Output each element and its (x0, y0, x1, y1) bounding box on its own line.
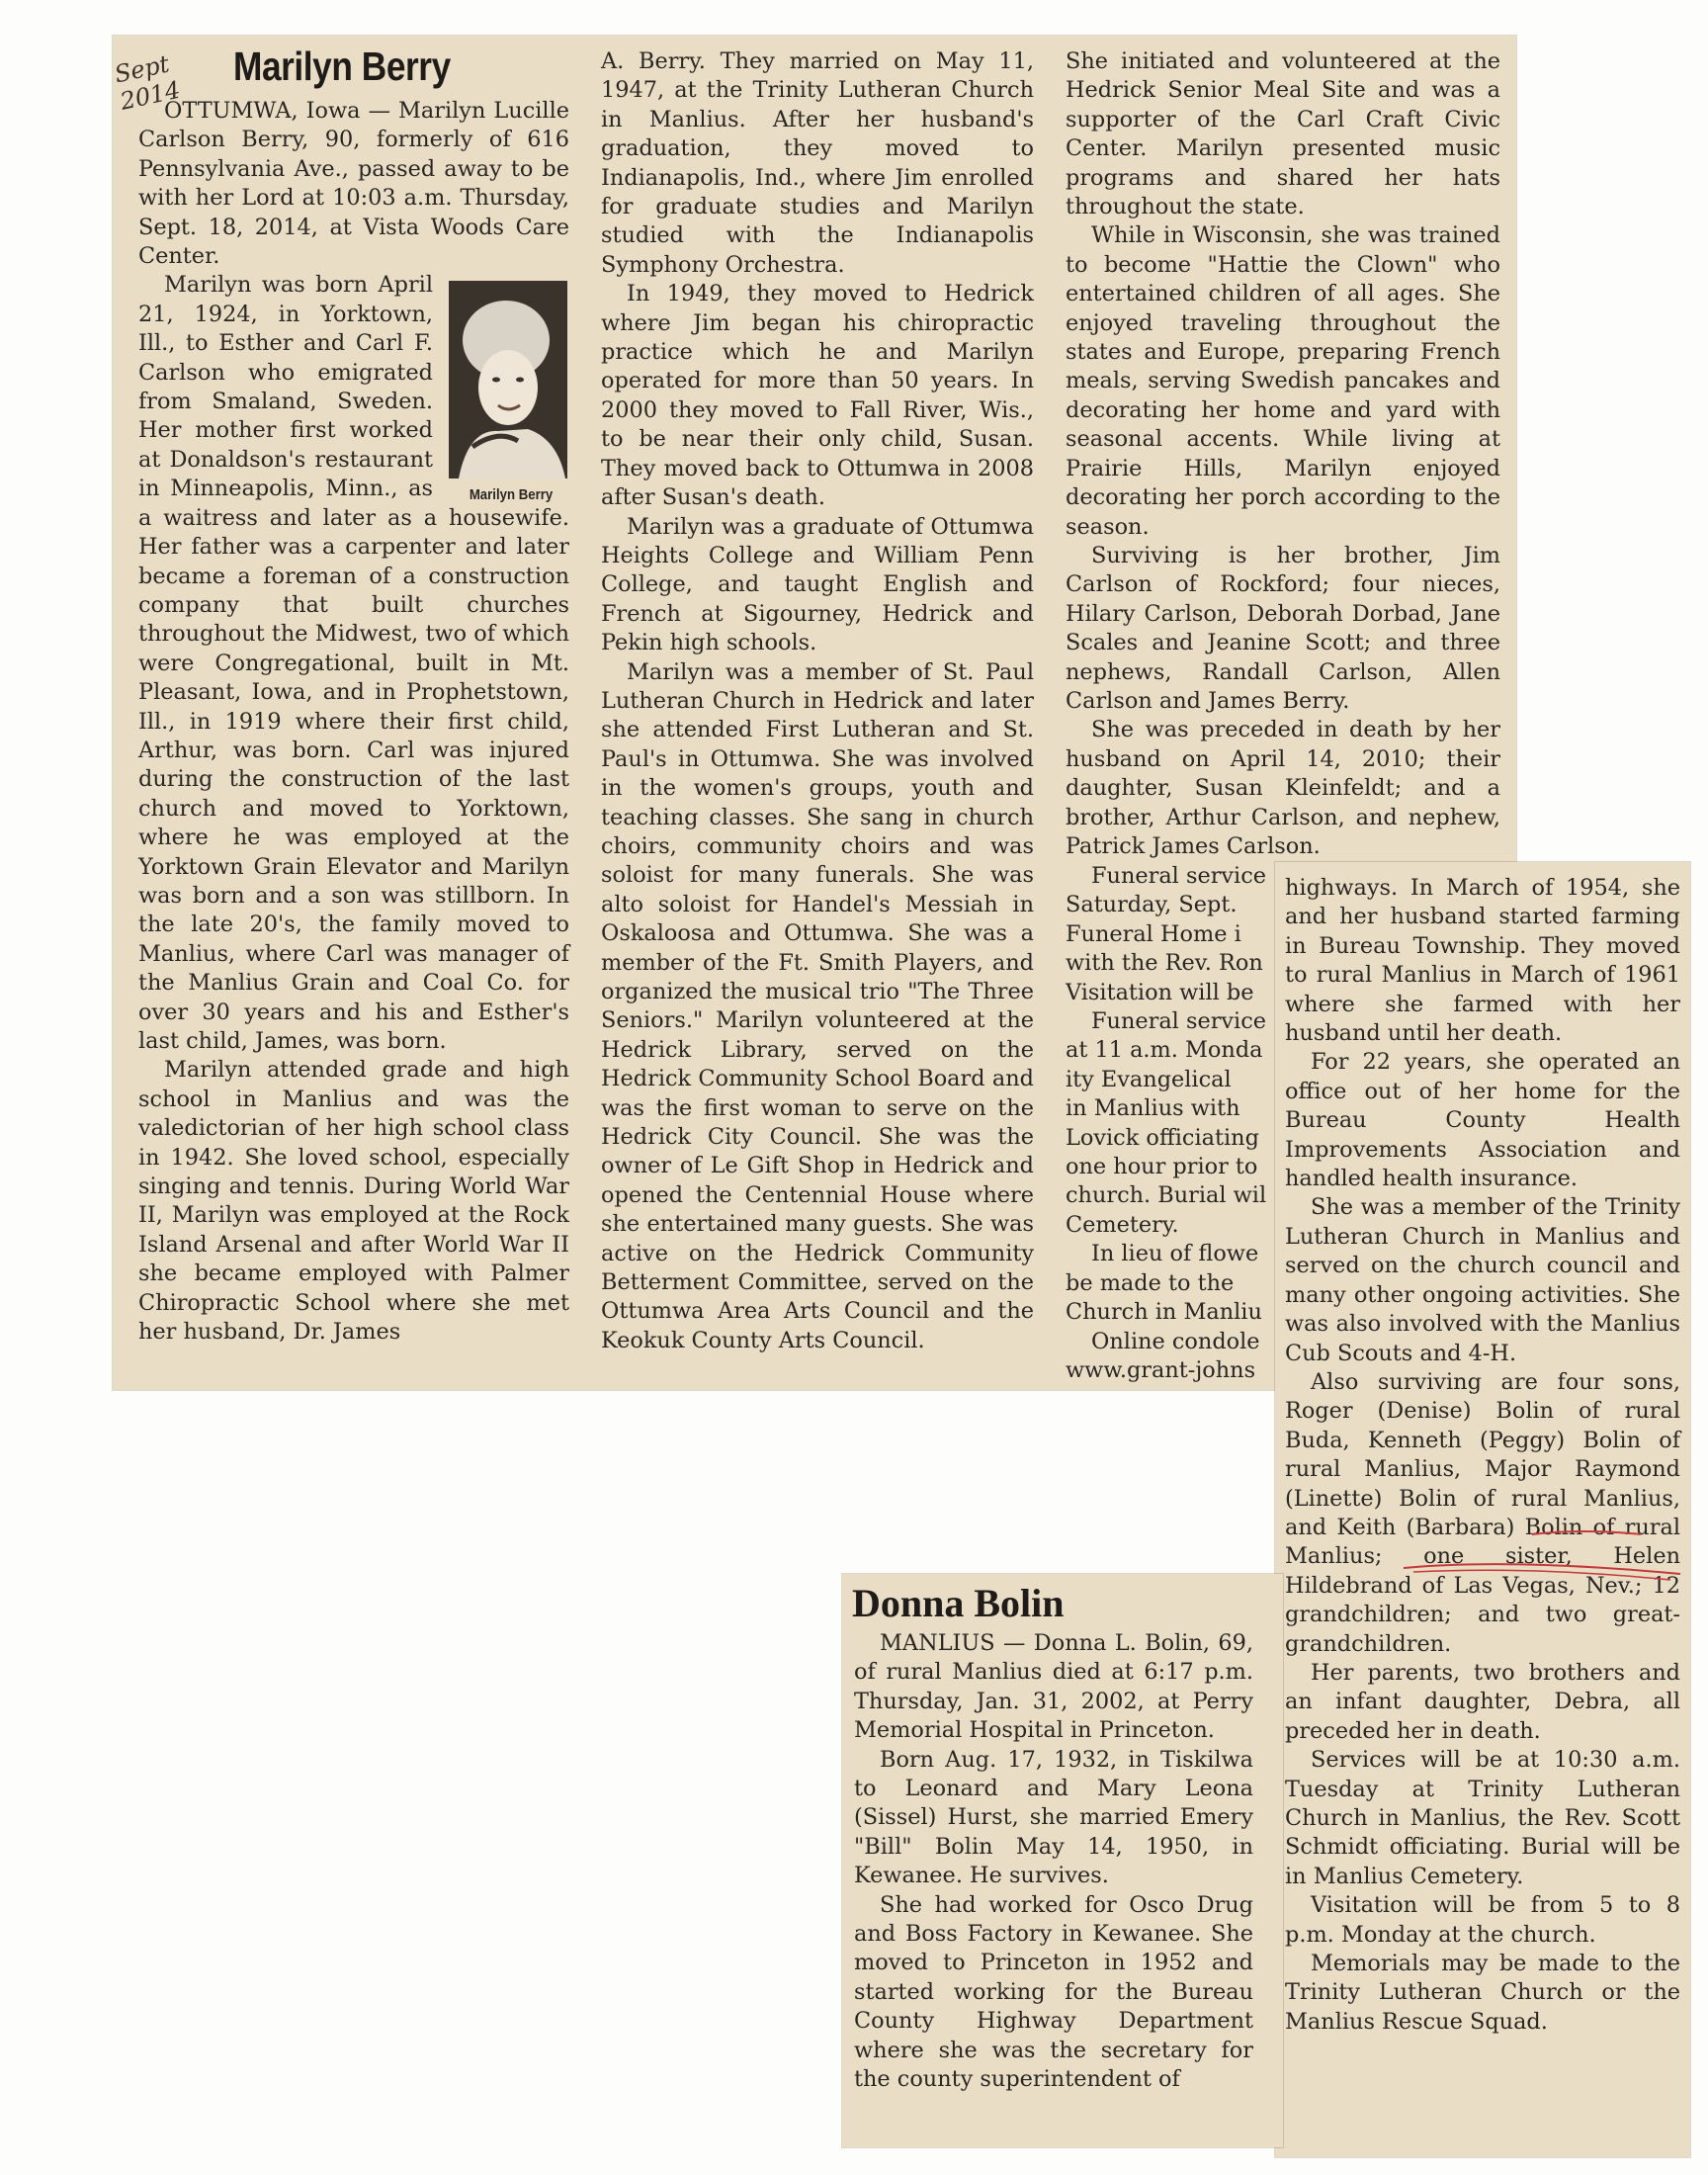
berry-paragraph: Marilyn was born April 21, 1924, in Yorktown, Ill., to Esther and Carl F. Carlson who emigrated from Smaland, Sweden. Her mother first worked at Donaldson's restaurant in Minneapolis, Minn., as a waitress and later as a housewife. Her father was a carpenter and later became a foreman of a construction company that built churches throughout the Midwest, two of which were Congregational, built in Mt. Pleasant, Iowa, and in Prophetstown, Ill., in 1919 where their first child, Arthur, was born. Carl was injured during the construction of the last church and moved to Yorktown, where he was employed at the Yorktown Grain Elevator and Marilyn was born and a son was stillborn. In the late 20's, the family moved to Manlius, where Carl was manager of the Manlius Grain and Coal Co. for over 30 years and his and Esther's last child, James, was born. (138, 272, 569, 1054)
bolin-column-left (854, 1629, 1253, 2095)
bolin-paragraph: MANLIUS — Donna L. Bolin, 69, of rural Manlius died at 6:17 p.m. Thursday, Jan. 31, 2002, at Perry Memorial Hospital in Princeton. (854, 1630, 1253, 1744)
berry-paragraph: Surviving is her brother, Jim Carlson of Rockford; four nieces, Hilary Carlson, Deborah Dorbad, Jane Scales and Jeanine Scott; and three nephews, Randall Carlson, Allen Carlson and James Berry. (1066, 542, 1500, 714)
berry-paragraph: She was preceded in death by her husband on April 14, 2010; their daughter, Susan Kleinfeldt; and a brother, Arthur Carlson, and nephew, Patrick James Carlson. (1066, 717, 1500, 859)
partial-line: in Manlius with (1066, 1095, 1240, 1122)
partial-line: Cemetery. (1066, 1211, 1179, 1238)
partial-line: Visitation will be (1066, 979, 1254, 1005)
partial-line: Funeral service (1091, 863, 1267, 889)
bolin-paragraph: highways. In March of 1954, she and her husband started farming in Bureau Township. They moved to rural Manlius in March of 1961 where she farmed with her husband until her death. (1285, 875, 1680, 1047)
berry-column-3 (1066, 47, 1500, 861)
bolin-paragraph: For 22 years, she operated an office out of her home for the Bureau County Health Improvements Association and handled health insurance. (1285, 1049, 1680, 1192)
berry-paragraph: Marilyn attended grade and high school in Manlius and was the valedictorian of her high school class in 1942. She loved school, especially singing and tennis. During World War II, Marilyn was employed at the Rock Island Arsenal and after World War II she became employed with Palmer Chiropractic School where she met her husband, Dr. James (138, 1057, 569, 1346)
bolin-paragraph: Also surviving are four sons, Roger (Denise) Bolin of rural Buda, Kenneth (Peggy) Bolin of rural Manlius, Major Raymond (Linette) Bolin of rural Manlius, and Keith (Barbara) Bolin of rural Manlius; one sister, Helen Hildebrand of Las Vegas, Nev.; 12 grandchildren; and two great-grandchildren. (1285, 1368, 1680, 1657)
bolin-paragraph: Born Aug. 17, 1932, in Tiskilwa to Leonard and Mary Leona (Sissel) Hurst, she married Emery "Bill" Bolin May 14, 1950, in Kewanee. He survives. (854, 1746, 1253, 1889)
partial-line: church. Burial wil (1066, 1182, 1267, 1209)
partial-line: be made to the (1066, 1269, 1235, 1296)
photo-caption: Marilyn Berry (469, 486, 554, 503)
berry-clipping-left (127, 1345, 609, 1390)
partial-line: Online condole (1091, 1328, 1260, 1354)
berry-paragraph: Marilyn was a member of St. Paul Lutheran Church in Hedrick and later she attended First Lutheran and St. Paul's in Ottumwa. She was involved in the women's groups, youth and teaching classes. She sang in church choirs, community choirs and was soloist for many funerals. She was alto soloist for Handel's Messiah in Oskaloosa and Ottumwa. She was a member of the Ft. Smith Players, and organized the musical trio "The Three Seniors." Marilyn volunteered at the Hedrick Library, served on the Hedrick Community School Board and was the first woman to serve on the Hedrick City Council. She was the owner of Le Gift Shop in Hedrick and opened the Centennial House where she entertained many guests. She was active on the Hedrick Community Betterment Committee, served on the Ottumwa Area Arts Council and the Keokuk County Arts Council. (601, 658, 1034, 1353)
bolin-paragraph: She was a member of the Trinity Lutheran Church in Manlius and served on the church council and many other ongoing activities. She was also involved with the Manlius Cub Scouts and 4-H. (1285, 1194, 1680, 1366)
partial-line: at 11 a.m. Monda (1066, 1037, 1263, 1064)
berry-paragraph: OTTUMWA, Iowa — Marilyn Lucille Carlson Berry, 90, formerly of 616 Pennsylvania Ave., passed away to be with her Lord at 10:03 a.m. Thursday, Sept. 18, 2014, at Vista Woods Care Center. (138, 98, 569, 270)
bolin-headline: Donna Bolin (852, 1581, 1065, 1625)
partial-line: In lieu of flowe (1091, 1241, 1259, 1267)
partial-line: www.grant-johns (1066, 1356, 1256, 1383)
berry-headline: Marilyn Berry (233, 44, 451, 89)
bolin-paragraph: Services will be at 10:30 a.m. Tuesday at Trinity Lutheran Church in Manlius, the Rev. Scott Schmidt officiating. Burial will be in Manlius Cemetery. (1285, 1747, 1680, 1889)
bolin-paragraph: She had worked for Osco Drug and Boss Factory in Kewanee. She moved to Princeton in 1952 and started working for the Bureau County Highway Department where she was the secretary for the county superintendent of (854, 1891, 1253, 2093)
partial-line: Church in Manliu (1066, 1299, 1262, 1326)
berry-paragraph: She initiated and volunteered at the Hedrick Senior Meal Site and was a supporter of the Carl Craft Civic Center. Marilyn presented music programs and shared her hats throughout the state. (1066, 48, 1500, 220)
partial-line: Lovick officiating (1066, 1124, 1259, 1151)
berry-paragraph: A. Berry. They married on May 11, 1947, at the Trinity Lutheran Church in Manlius. After her husband's graduation, they moved to Indianapolis, Ind., where Jim enrolled for graduate studies and Marilyn studied with the Indianapolis Symphony Orchestra. (601, 48, 1034, 278)
berry-photo (449, 281, 567, 478)
bolin-paragraph: Visitation will be from 5 to 8 p.m. Monday at the church. (1285, 1892, 1680, 1948)
bolin-column-right (1285, 874, 1680, 2037)
berry-paragraph: Marilyn was a graduate of Ottumwa Heights College and William Penn College, and taught English and French at Sigourney, Hedrick and Pekin high schools. (601, 513, 1034, 656)
berry-paragraph: While in Wisconsin, she was trained to become "Hattie the Clown" who entertained children of all ages. She enjoyed traveling throughout the states and Europe, preparing French meals, serving Swedish pancakes and decorating her home and yard with seasonal accents. While living at Prairie Hills, Marilyn enjoyed decorating her porch according to the season. (1066, 222, 1500, 540)
handwritten-date: Sept 2014 (112, 49, 183, 116)
bolin-paragraph: Memorials may be made to the Trinity Lutheran Church or the Manlius Rescue Squad. (1285, 1951, 1680, 2035)
partial-line: Funeral service (1091, 1008, 1267, 1035)
portrait-image (449, 281, 567, 478)
bolin-paragraph: Her parents, two brothers and an infant daughter, Debra, all preceded her in death. (1285, 1659, 1680, 1744)
berry-paragraph: In 1949, they moved to Hedrick where Jim began his chiropractic practice which he and Marilyn operated for more than 50 years. In 2000 they moved to Fall River, Wis., to be near their only child, Susan. They moved back to Ottumwa in 2008 after Susan's death. (601, 281, 1034, 511)
partial-line: ity Evangelical (1066, 1066, 1232, 1092)
partial-line: Saturday, Sept. (1066, 892, 1238, 918)
berry-column-3-partial (1066, 862, 1283, 1385)
partial-line: one hour prior to (1066, 1154, 1258, 1180)
partial-line: Funeral Home i (1066, 920, 1241, 947)
partial-line: with the Rev. Ron (1066, 950, 1263, 977)
berry-column-2 (601, 47, 1034, 1355)
